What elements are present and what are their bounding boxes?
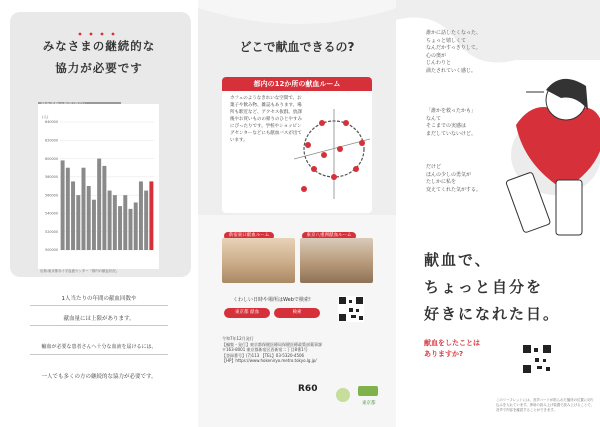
recycle-badge [358,386,378,396]
photo1-caption: 新宿東口献血ルーム [224,232,274,240]
story-line: ほんの少しの勇気が [426,171,472,178]
y-tick-label: 600000 [45,156,58,161]
story-line: 変えてくれた気がする。 [426,186,482,193]
ask-line: 献血をしたことは [424,339,480,347]
pub-line: 【登録番号】(7)113 【TEL】03-5320-4506 [222,352,305,358]
photo2-caption: 東京八重洲献血ルーム [302,232,356,240]
left-text-2: 献血量には上限があります。 [63,316,135,322]
story-line: まだしていないけど。 [426,130,477,137]
story-text-2 [426,108,476,138]
headline-line1: みなさまの継続的な [42,39,156,53]
slogan [424,247,560,328]
map-description: カフェのようなきれいな空間で、お菓子や飲み物、雑誌もあります。場所も駅近など、アクセス抜群。放課後やお買いものの帰りのひとやすみにぴったりです。学校やショッピングセンターなどにも献血バスが出ています。 [230,96,302,143]
publication-info [222,336,382,364]
chart-bar [102,166,106,250]
chart-bar [149,181,153,250]
left-text-1: 1人当たりの年間の献血回数や [61,296,137,302]
recycle-logo [336,388,350,402]
slogan-line: 献血で、 [424,251,492,269]
map-card [222,77,372,213]
donation-room-photo-1 [222,238,295,283]
chart-bar [92,200,96,250]
divider [30,325,168,326]
ask-line: ありますか? [424,350,464,358]
bar-chart [38,112,159,267]
y-tick-label: 500000 [45,248,58,253]
chart-bar [61,160,65,250]
chart-bar [118,206,122,250]
story-line: 心の奥が [426,52,447,59]
map-header: 都内の12か所の献血ルーム [222,77,372,91]
y-tick-label: 520000 [45,229,58,234]
y-tick-label: 640000 [45,120,58,125]
middle-panel [198,0,396,427]
dots-decoration [60,30,140,42]
y-tick-label: 580000 [45,175,58,180]
chart-bar [108,191,112,250]
left-text-4: 一人でも多くの方の継続的な協力が必要です。 [41,374,157,380]
chart-bar [87,186,91,250]
question-heading: どこで献血できるの? [239,40,355,54]
chart-bar [66,168,70,250]
right-panel [396,0,600,427]
chart-bar [134,202,138,250]
chart-bar [97,159,101,250]
story-line: ちょっと嬉しくて [426,37,467,44]
r60-logo: R60 [298,384,318,394]
search-button[interactable]: 検索 [274,308,320,318]
pub-line: 〒163-8001 東京都新宿区西新宿二丁目8番1号 [222,347,308,353]
story-line: 誰かに話したくなった、 [426,30,482,36]
chart-bar [113,195,117,250]
qr-code-icon[interactable] [338,296,364,322]
donation-room-photo-2 [300,238,373,283]
headline-line2: 協力が必要です [55,61,143,75]
story-line: なんて [426,115,442,122]
chart-bar [139,181,143,250]
story-line: たしかに私を [426,179,457,185]
question-prompt [424,338,480,360]
chart-bar [82,168,86,250]
divider [30,354,168,355]
chart-bar [144,191,148,250]
search-keyword-button[interactable]: 東京都 献血 [224,308,270,318]
y-tick-label: 560000 [45,193,58,198]
chart-bar [129,209,133,250]
left-text-3: 輸血が必要な患者さんへ十分な血液を届けるには、 [41,344,157,350]
divider [30,305,168,306]
story-text-1 [426,30,481,75]
pub-line: 【編集・発行】東京都保健医療局保健医療政策部薬事課 [222,341,322,347]
slogan-line: ちょっと自分を [424,278,544,296]
footnote: このリーフレットには、音声コードが貼られた箇所の位置に切り込みを入れています。専用の読み上げ装置で読み上げることで、音声で内容を確認することができます。 [496,398,594,412]
y-tick-label: 620000 [45,138,58,143]
story-line: なんだかすっきりして。 [426,45,481,51]
qr-code-icon[interactable] [522,344,552,374]
chart-bar [76,195,80,250]
pub-line: 【HP】https://www.hokeniryo.metro.tokyo.lg.jp/ [222,358,317,364]
route-map [294,99,370,209]
pub-line: 令和7年12月発行 [222,336,254,341]
story-text-3 [426,164,481,194]
story-line: そこまでの実感は [426,123,467,129]
chart-bar [71,181,75,250]
story-line: じんわりと [426,60,452,66]
y-tick-label: 540000 [45,211,58,216]
story-line: 「誰かを救ったかも」 [426,108,477,114]
curve-decoration [198,0,396,40]
y-axis-label: (人) [42,115,49,119]
story-line: 満たされていく感じ。 [426,67,477,74]
story-line: だけど [426,164,442,170]
web-search-prompt: くわしい日時や場所はWebで検索! [233,297,311,303]
slogan-line: 好きになれた日。 [424,305,561,323]
left-panel [0,0,198,427]
chart-bar [123,195,127,250]
tokyo-logo: 東京都 [362,401,376,406]
chart-note: 出典:東京都赤十字血液センター「都内の献血状況」 [40,269,119,273]
